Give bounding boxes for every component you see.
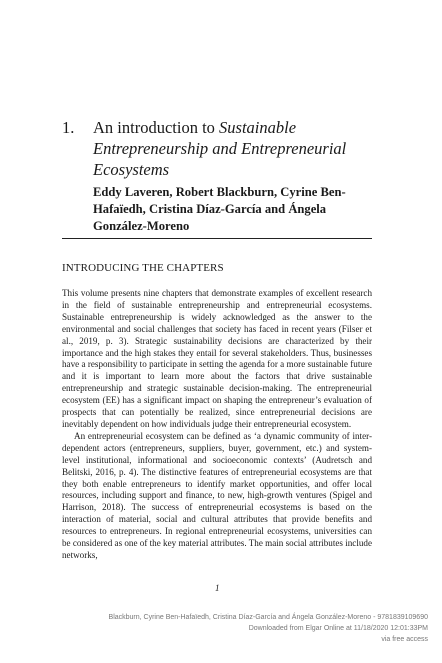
paragraph: This volume presents nine chapters that demonstrate examples of excellent research in the field of sustainable entrepreneurship and entrepreneurial ecosystems. Sustainable entrepreneurship is widely acknowledged as the answer to the environmental and social challenges that society has faced in recent years (Filser et al., 2019, p. 3). Strategic sustainability decisions are characterized by their importance and the high stakes they entail for several stakeholders. Thus, businesses have a responsibility to participate in setting the agenda for a more sustainable future and it is important to learn more about the factors that drive sustainable entrepreneurship and strategic sustainable decision-making. The entrepreneurial ecosystem (EE) has a significant impact on shaping the entrepreneur’s evaluation of prospects that can potentially be realized, since entrepreneurial decisions are inevitably dependent on how individuals judge their entrepreneurial ecosystem. bbox=[62, 288, 372, 429]
heading-divider bbox=[62, 238, 372, 239]
chapter-title-italic: Sustainable Entrepreneurship and Entrepreneurial Ecosystems bbox=[93, 118, 347, 179]
footer-line-access: via free access bbox=[381, 636, 428, 643]
chapter-number: 1. bbox=[62, 118, 75, 137]
chapter-authors: Eddy Laveren, Robert Blackburn, Cyrine Ben-Hafaïedh, Cristina Díaz-García and Ángela González-Moreno bbox=[93, 185, 346, 233]
page-number: 1 bbox=[215, 583, 220, 593]
section-heading: INTRODUCING THE CHAPTERS bbox=[62, 262, 224, 274]
body-text bbox=[62, 288, 372, 562]
chapter-title bbox=[93, 117, 383, 180]
chapter-title-plain: An introduction to bbox=[93, 118, 220, 137]
footer-line-download: Downloaded from Elgar Online at 11/18/2020 12:01:33PM bbox=[248, 625, 428, 632]
download-footer bbox=[0, 612, 428, 645]
footer-line-citation: Blackburn, Cyrine Ben-Hafaïedh, Cristina Díaz-García and Ángela González-Moreno - 9781839109690 bbox=[108, 614, 428, 621]
paragraph: An entrepreneurial ecosystem can be defined as ‘a dynamic community of inter-dependent actors (entrepreneurs, suppliers, buyer, government, etc.) and system-level institutional, informational and socioeconomic contexts’ (Audretsch and Belitski, 2016, p. 4). The distinctive features of entrepreneurial ecosystems are that they both enable entrepreneurs to identify market opportunities, and offer local resources, including support and finance, to new, high-growth ventures (Spigel and Harrison, 2018). The success of entrepreneurial ecosystems is based on the interaction of material, social and cultural attributes that provide benefits and resources to entrepreneurs. In regional entrepreneurial ecosystems, universities can be considered as one of the key material attributes. The main social attributes include networks, bbox=[62, 430, 372, 560]
